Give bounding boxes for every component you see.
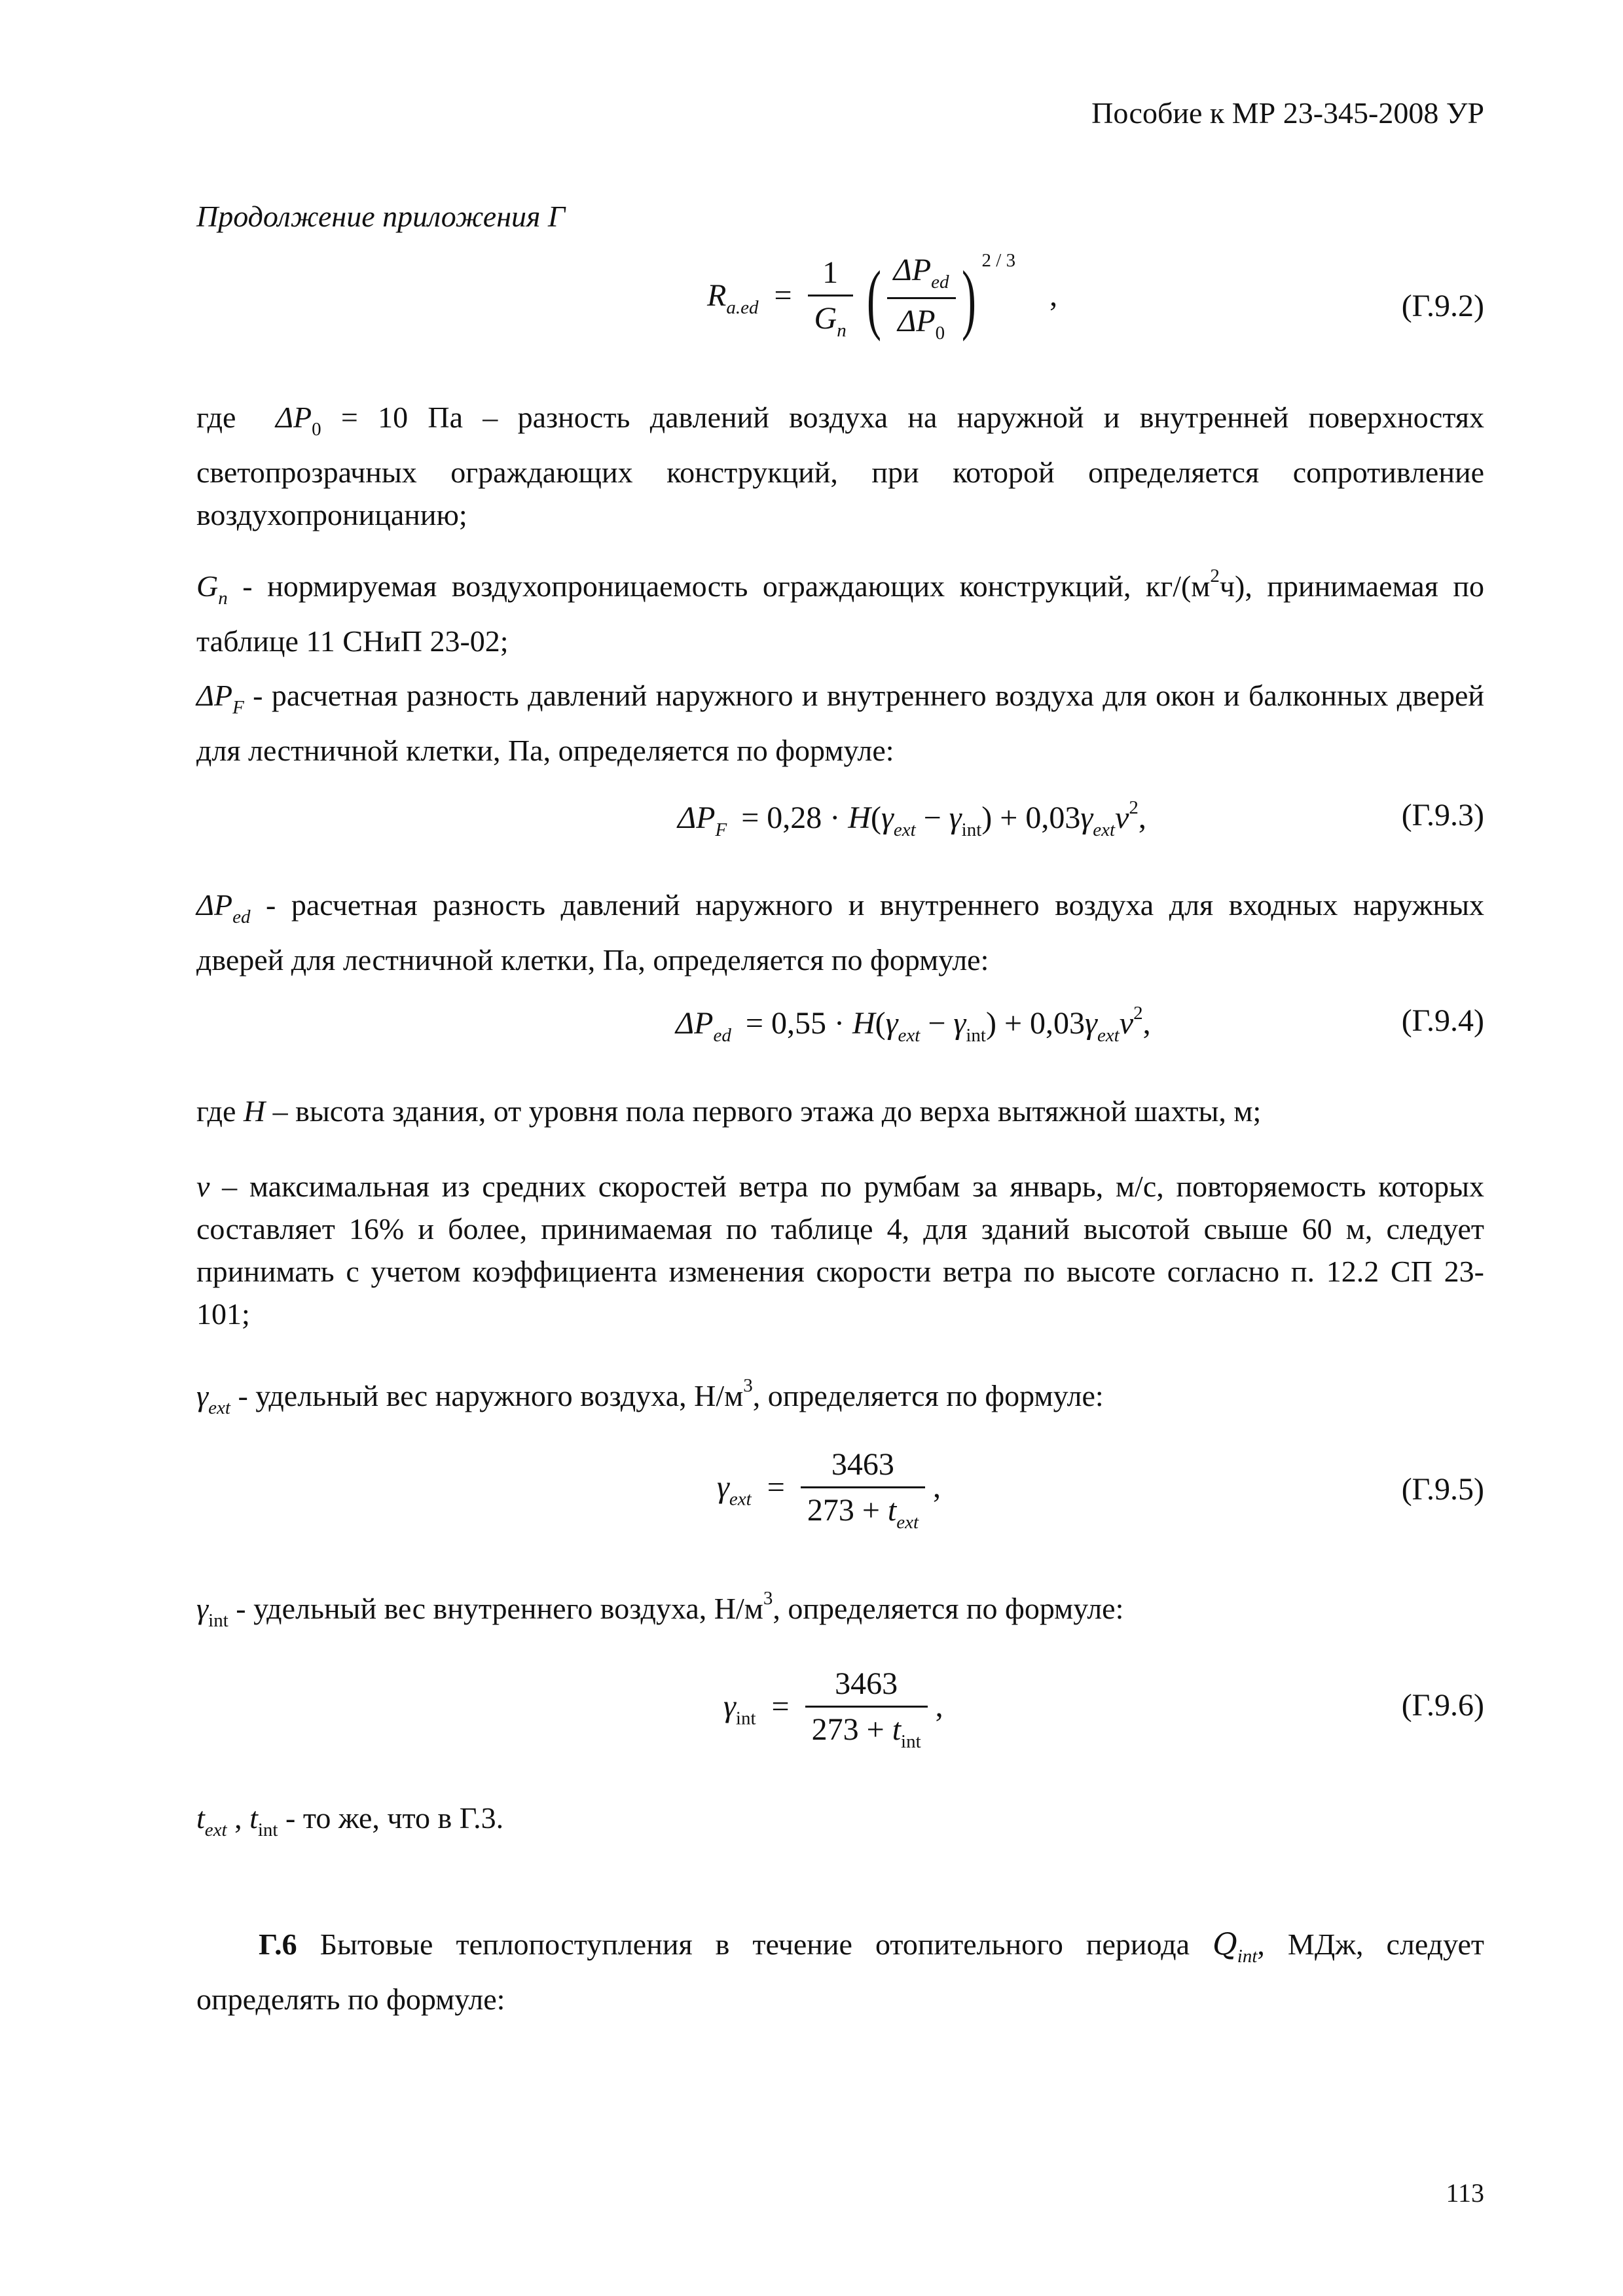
symbol-delta-p0: ΔP bbox=[275, 401, 312, 434]
page-number: 113 bbox=[1446, 2178, 1484, 2208]
paragraph-gamma-ext: $\gamma_{ext}$ - удельный вес наружного воздуха, $Н/м^3$, определяется по формуле: bbox=[196, 1375, 1104, 1418]
section-g6: Г.6 Бытовые теплопоступления в течение отопительного периода $Q_{int}$, МДж, следует определять по формуле: bbox=[196, 1926, 1484, 2016]
eq-symbol: R bbox=[707, 278, 727, 313]
eq-denominator: $\Delta P_0$ bbox=[898, 304, 945, 344]
symbol-gn: G bbox=[196, 569, 219, 603]
paragraph-delta-pf: $\Delta P_F$ - расчетная разность давлений наружного и внутреннего воздуха для окон и балконных дверей для лестничной клетки, Па, определяется по формуле: bbox=[196, 679, 1484, 767]
eq-fraction bbox=[801, 1446, 925, 1534]
eq-comma: , bbox=[1049, 278, 1058, 313]
paragraph-v: ν – максимальная из средних скоростей ветра по румбам за январь, м/с, повторяемость которых составляет 16% и более, принимаемая по таблице 4, для зданий высотой свыше 60 м, следует принимать с учетом коэффициента изменения скорости ветра по высоте согласно п. 12.2 СП 23-101; bbox=[196, 1170, 1484, 1331]
eq-denominator: $273 + t_{ext}$ bbox=[807, 1493, 919, 1533]
equation-g9-6: $\gamma_{int}$ = $\frac{3463}{273 + t_{int}}$ , bbox=[723, 1666, 943, 1752]
equation-number: (Г.9.2) bbox=[1401, 289, 1484, 323]
eq-fraction bbox=[805, 1666, 928, 1753]
equation-number: (Г.9.4) bbox=[1401, 1003, 1484, 1038]
eq-fraction bbox=[808, 255, 853, 342]
eq-right-paren: ) bbox=[961, 254, 976, 342]
equation-number: (Г.9.6) bbox=[1401, 1688, 1484, 1723]
symbol-gamma-int: γ bbox=[196, 1592, 209, 1625]
equation-g9-4: $\Delta P_{ed} = 0,55 \cdot H(\gamma_{ext} - \gamma_{int}) + 0,03\gamma_{ext}\nu^2$, bbox=[676, 1003, 1151, 1046]
symbol-delta-pf: ΔP bbox=[196, 679, 233, 712]
equation-g9-3: $\Delta P_F = 0,28 \cdot H(\gamma_{ext} - \gamma_{int}) + 0,03\gamma_{ext}\nu^2$, bbox=[678, 797, 1146, 840]
page-header: Пособие к МР 23-345-2008 УР bbox=[1091, 96, 1484, 130]
eq-left-paren: ( bbox=[866, 254, 881, 342]
symbol-gamma-ext: γ bbox=[196, 1379, 209, 1412]
eq-numerator: 3463 bbox=[805, 1666, 928, 1708]
equation-g9-2 bbox=[707, 250, 1057, 361]
eq-numerator: 1 bbox=[808, 255, 853, 296]
eq-denominator: $273 + t_{int}$ bbox=[811, 1712, 921, 1752]
paragraph-gamma-int: $\gamma_{int}$ - удельный вес внутреннего воздуха, $Н/м^3$, определяется по формуле: bbox=[196, 1588, 1124, 1631]
equation-number: (Г.9.5) bbox=[1401, 1472, 1484, 1507]
eq-numerator: $\Delta P_{ed}$ bbox=[887, 252, 956, 299]
paragraph-delta-ped: $\Delta P_{ed}$ - расчетная разность давлений наружного и внутреннего воздуха для входных наружных дверей для лестничной клетки, Па, определяется по формуле: bbox=[196, 888, 1484, 977]
symbol-q-int: Q bbox=[1213, 1926, 1237, 1962]
paragraph-t-ext-int: $t_{ext}$ , $t_{int}$ - то же, что в Г.3. bbox=[196, 1801, 504, 1840]
continuation-label: Продолжение приложения Г bbox=[196, 200, 566, 233]
section-number: Г.6 bbox=[259, 1928, 297, 1961]
symbol-delta-ped: ΔP bbox=[196, 888, 233, 922]
equation-g9-5: $\gamma_{ext}$ = $\frac{3463}{273 + t_{ext}}$ , bbox=[717, 1447, 941, 1533]
paragraph-gn: $G_n$ - нормируемая воздухопроницаемость ограждающих конструкций, $кг/(м^2ч)$, принимаемая по таблице 11 СНиП 23-02; bbox=[196, 565, 1484, 658]
eq-operator: = bbox=[774, 278, 792, 313]
eq-denominator: $G_n$ bbox=[814, 301, 847, 342]
eq-exponent: 2 / 3 bbox=[981, 250, 1016, 271]
eq-subscript: a.ed bbox=[726, 297, 759, 318]
equation-number: (Г.9.3) bbox=[1401, 798, 1484, 833]
eq-numerator: 3463 bbox=[801, 1446, 925, 1488]
paragraph-delta-p0: где $\Delta P_0 = 10$ Па – разность давлений воздуха на наружной и внутренней поверхностях светопрозрачных ограждающих конструкций, при которой определяется сопротивление воздухопроницанию; bbox=[196, 401, 1484, 531]
paragraph-h: где H – высота здания, от уровня пола первого этажа до верха вытяжной шахты, м; bbox=[196, 1094, 1262, 1128]
eq-fraction bbox=[887, 252, 956, 344]
symbol-v: ν bbox=[196, 1170, 210, 1203]
symbol-h: H bbox=[243, 1094, 266, 1128]
